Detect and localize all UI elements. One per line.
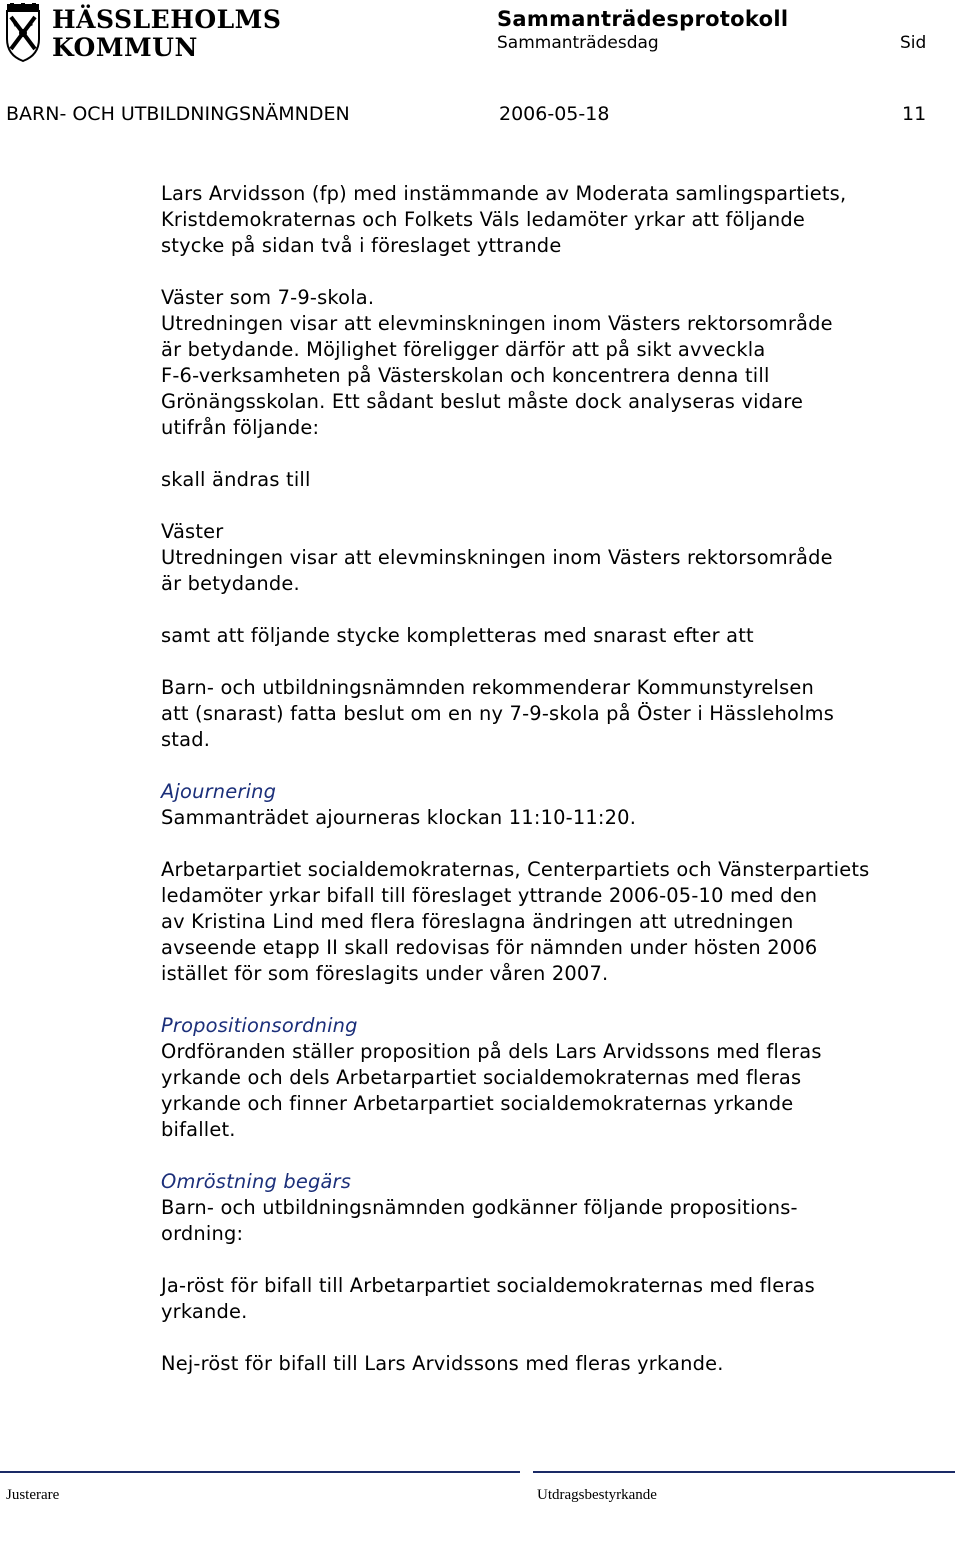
organization-name-line2: KOMMUN <box>52 33 198 62</box>
page-number: 11 <box>902 103 927 125</box>
coat-of-arms-logo-icon <box>3 3 43 63</box>
document-type: Sammanträdesprotokoll <box>497 7 789 31</box>
section-heading-omrostning: Omröstning begärs <box>161 1170 352 1193</box>
paragraph-quoted-original: Väster som 7-9-skola. Utredningen visar att elevminskningen inom Västers rektorsområde är betydande. Möjlighet föreligger därför att på sikt avveckla F-6-verksamheten på Västerskolan och koncentrera denna till Grönängsskolan. Ett sådant beslut måste dock analyseras vidare utifrån följande: <box>161 286 833 439</box>
meeting-date: 2006-05-18 <box>499 103 610 125</box>
paragraph-no-vote: Nej-röst för bifall till Lars Arvidssons med fleras yrkande. <box>161 1352 724 1375</box>
paragraph-recommendation: Barn- och utbildningsnämnden rekommenderar Kommunstyrelsen att (snarast) fatta beslut om en ny 7-9-skola på Öster i Hässleholms stad. <box>161 676 835 751</box>
meeting-date-label: Sammanträdesdag <box>497 33 659 53</box>
organization-name <box>52 6 281 62</box>
footer-divider-right <box>533 1471 955 1473</box>
paragraph-motion: Lars Arvidsson (fp) med instämmande av Moderata samlingspartiets, Kristdemokraternas och Folkets Väls ledamöter yrkar att följande stycke på sidan två i föreslaget yttrande <box>161 182 847 257</box>
organization-name-line1: HÄSSLEHOLMS <box>52 5 282 34</box>
committee-name: BARN- OCH UTBILDNINGSNÄMNDEN <box>6 103 350 125</box>
paragraph-addition-note: samt att följande stycke kompletteras med snarast efter att <box>161 624 754 647</box>
footer-divider-left <box>0 1471 520 1473</box>
section-heading-ajournering: Ajournering <box>161 780 277 803</box>
paragraph-proposition: Ordföranden ställer proposition på dels Lars Arvidssons med fleras yrkande och dels Arbetarpartiet socialdemokraternas med fleras yrkande och finner Arbetarpartiet socialdemokraternas yrkande bifallet. <box>161 1040 822 1141</box>
paragraph-quoted-replacement: Väster Utredningen visar att elevminskningen inom Västers rektorsområde är betydande. <box>161 520 833 595</box>
footer-utdragsbestyrkande-label: Utdragsbestyrkande <box>537 1487 657 1503</box>
paragraph-voting-order: Barn- och utbildningsnämnden godkänner följande propositions- ordning: <box>161 1196 798 1245</box>
paragraph-counter-motion: Arbetarpartiet socialdemokraternas, Centerpartiets och Vänsterpartiets ledamöter yrkar bifall till föreslaget yttrande 2006-05-10 med den av Kristina Lind med flera föreslagna ändringen att utredningen avseende etapp II skall redovisas för nämnden under hösten 2006 istället för som föreslagits under våren 2007. <box>161 858 870 985</box>
paragraph-adjournment: Sammanträdet ajourneras klockan 11:10-11:20. <box>161 806 637 829</box>
document-body <box>161 181 951 1403</box>
section-heading-propositionsordning: Propositionsordning <box>161 1014 358 1037</box>
page-label: Sid <box>900 33 927 53</box>
paragraph-change-note: skall ändras till <box>161 468 311 491</box>
paragraph-yes-vote: Ja-röst för bifall till Arbetarpartiet socialdemokraternas med fleras yrkande. <box>161 1274 815 1323</box>
footer-justerare-label: Justerare <box>6 1487 60 1503</box>
